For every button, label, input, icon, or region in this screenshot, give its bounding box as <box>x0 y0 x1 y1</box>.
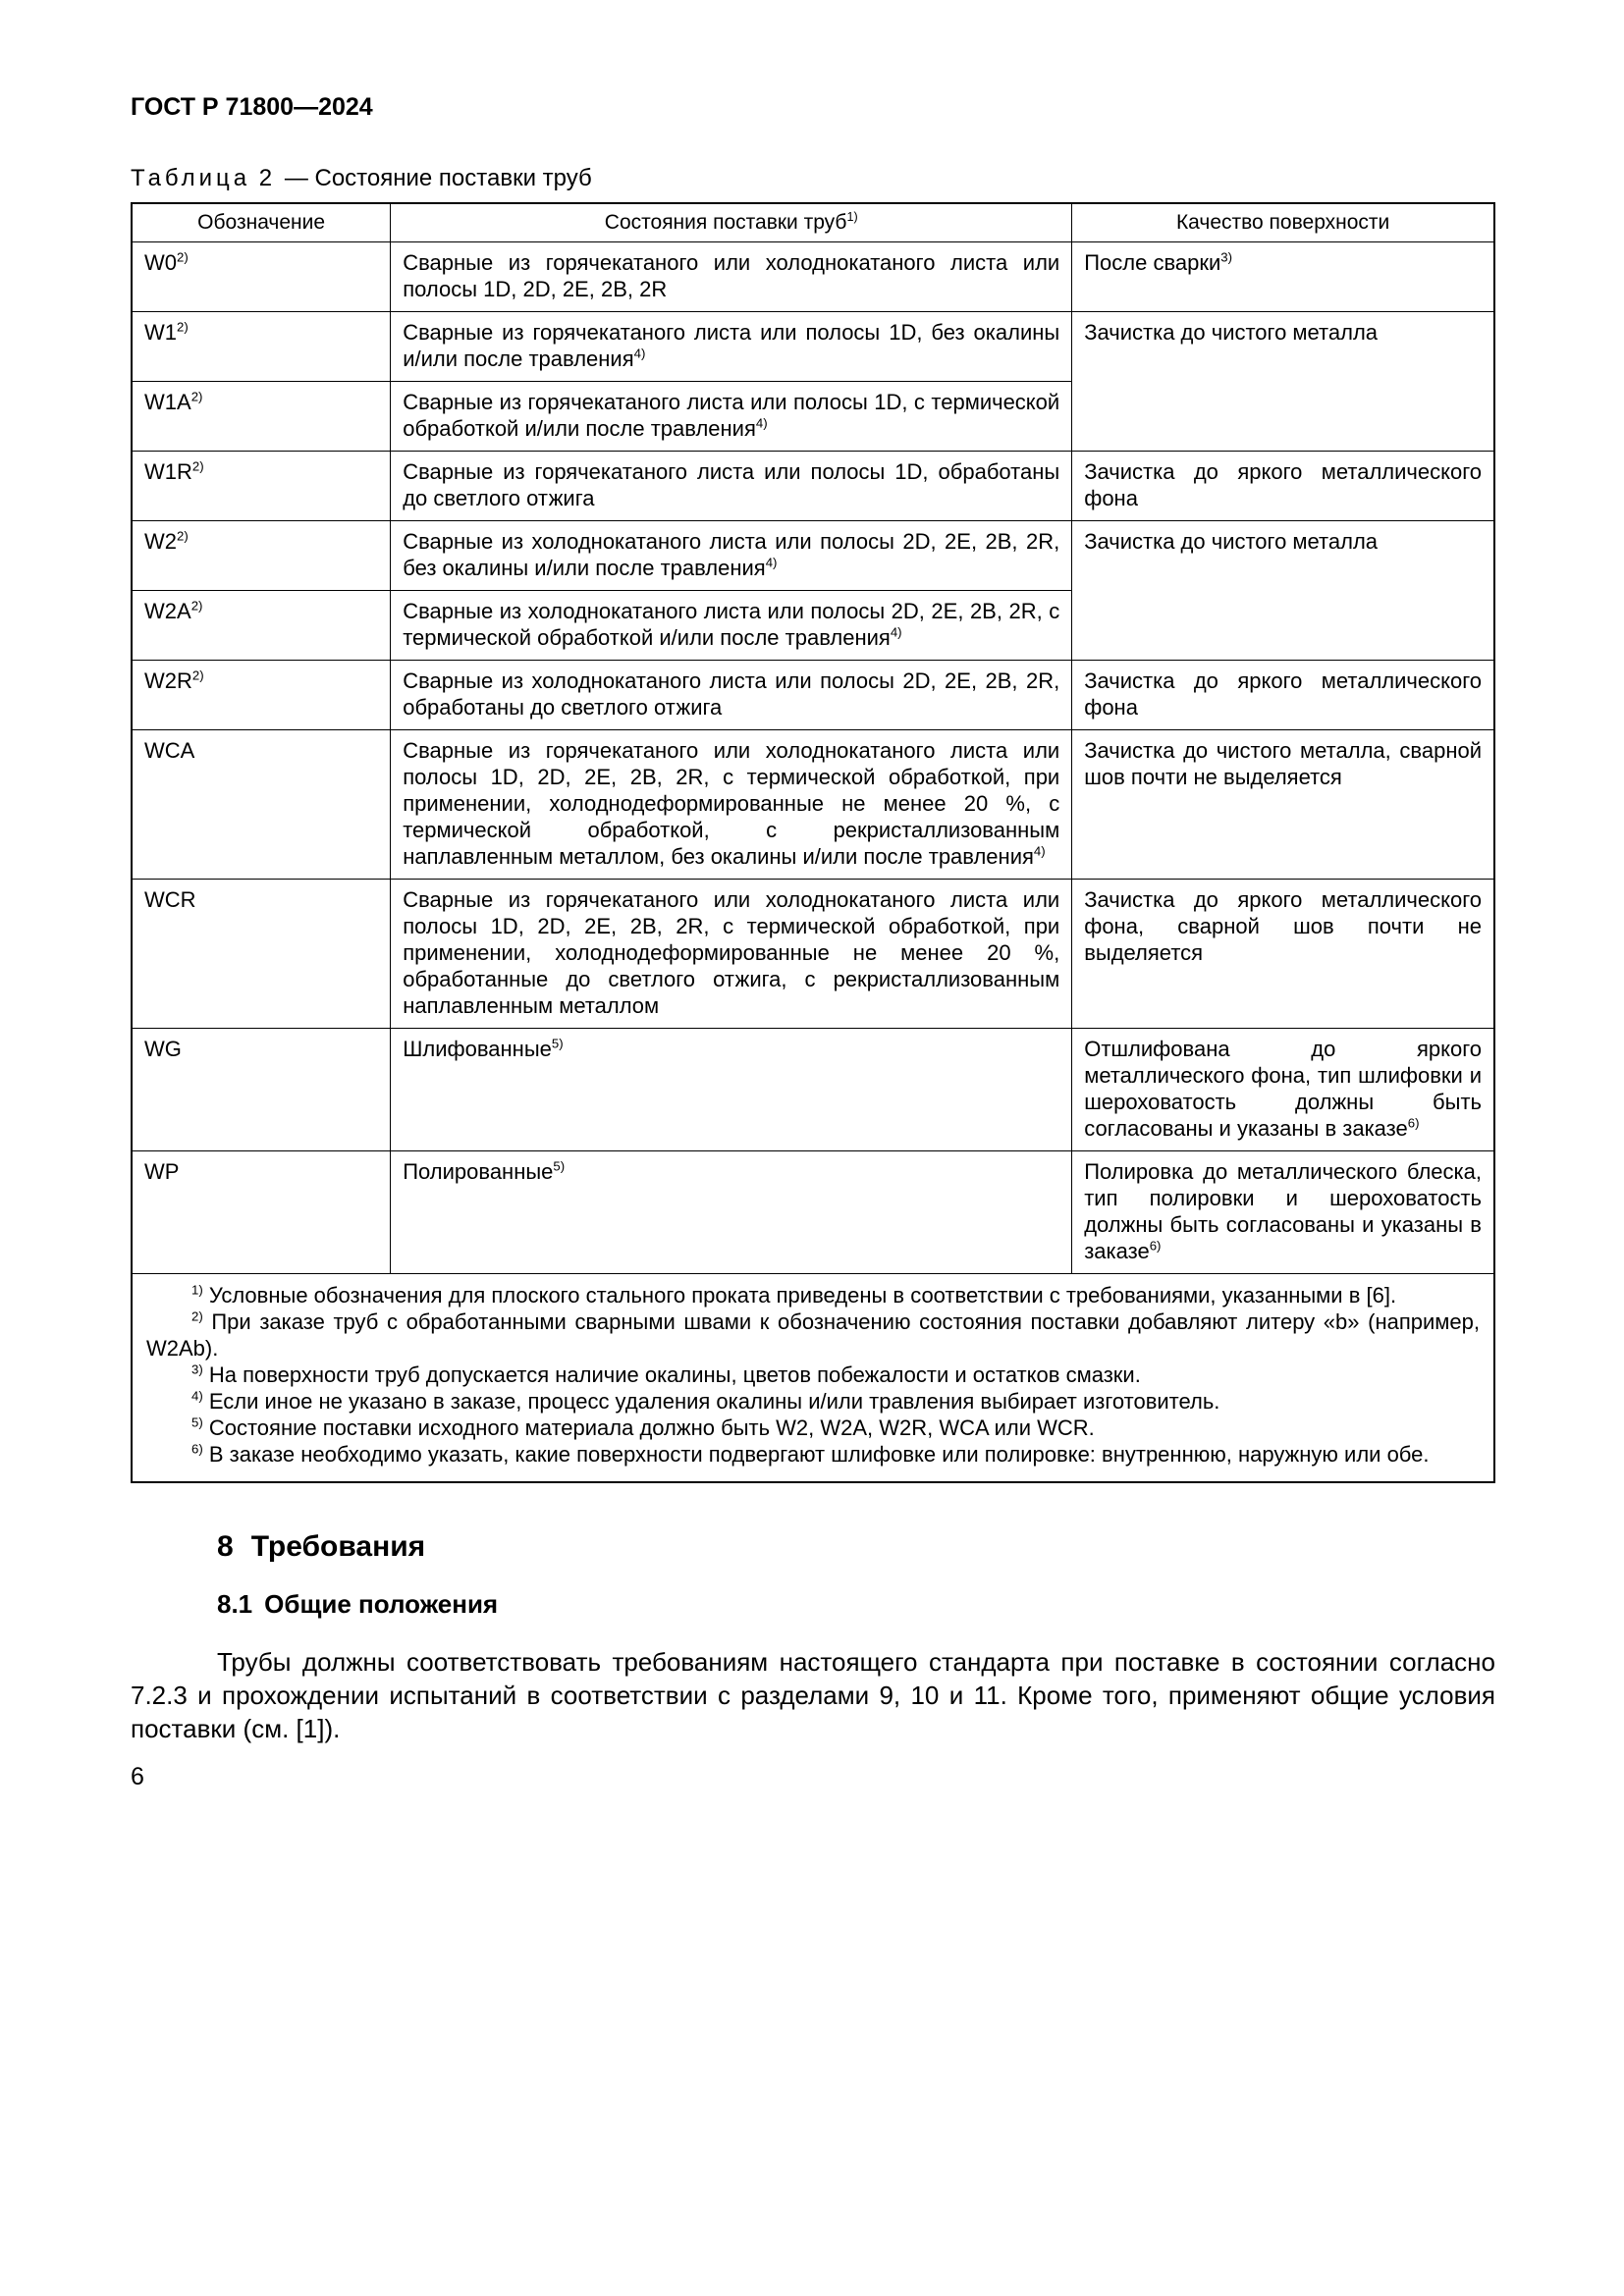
footnote-ref: 4) <box>755 415 768 431</box>
column-header-quality <box>1072 203 1494 242</box>
designation-cell: WCR <box>132 880 391 1029</box>
designation-cell: $W1R^{2)}$ <box>132 452 391 521</box>
condition-cell: Шлифованные$^{5)}$ <box>391 1029 1072 1151</box>
section-number: 8 <box>217 1530 234 1563</box>
table-footnotes-row <box>132 1274 1494 1483</box>
table-row <box>132 1151 1494 1274</box>
designation-cell: W1$^{2)}$ <box>132 312 391 382</box>
condition-cell: Сварные из холоднокатаного листа или полосы 2D, 2E, 2B, 2R, с термической обработкой и/или после травления$^{4)}$ <box>391 591 1072 661</box>
footnote-ref: 2) <box>190 389 203 404</box>
footnote-ref: 2) <box>177 249 189 265</box>
page-number: 6 <box>131 1763 144 1790</box>
column-header-label: Обозначение <box>197 211 326 234</box>
table-caption-number: 2 <box>258 165 273 191</box>
condition-cell: Сварные из горячекатаного или холоднокатаного листа или полосы 1D, 2D, 2E, 2B, 2R <box>391 242 1072 312</box>
designation-cell: $W2A^{2)}$ <box>132 591 391 661</box>
table-footnotes-cell <box>132 1274 1494 1483</box>
subsection-heading <box>217 1589 1495 1620</box>
subsection-number: 8.1 <box>217 1589 253 1619</box>
table-footnote: $^{1)}$ Условные обозначения для плоского стального проката приведены в соответствии с требованиями, указанными в [6]. <box>191 1282 1397 1308</box>
footnote-ref: 4) <box>890 624 902 640</box>
body-paragraph: Трубы должны соответствовать требованиям настоящего стандарта при поставке в состоянии согласно 7.2.3 и прохождении испытаний в соответствии с разделами 9, 10 и 11. Кроме того, применяют общие условия поставки (см. [1]). <box>131 1647 1495 1743</box>
column-header-condition <box>391 203 1072 242</box>
quality-cell: Зачистка до чистого металла, сварной шов почти не выделяется <box>1072 730 1494 880</box>
designation-cell: W2$^{2)}$ <box>132 521 391 591</box>
footnote-ref: 2) <box>191 667 204 683</box>
condition-cell: Полированные$^{5)}$ <box>391 1151 1072 1274</box>
footnote-ref: 6) <box>1407 1115 1420 1131</box>
condition-cell: Сварные из горячекатаного листа или полосы 1D, без окалины и/или после травления$^{4)}$ <box>391 312 1072 382</box>
column-header-label: Качество поверхности <box>1175 211 1390 234</box>
table-row <box>132 1029 1494 1151</box>
quality-cell: Полировка до металлического блеска, тип полировки и шероховатость должны быть согласованы и указаны в заказе$^{6)}$ <box>1072 1151 1494 1274</box>
footnote-ref: 4) <box>765 555 778 570</box>
footnote-ref: 5) <box>191 1415 203 1430</box>
table-footnote: $^{2)}$ При заказе труб с обработанными сварными швами к обозначению состояния поставки добавляют литеру «b» (например, W2Ab). <box>146 1308 1480 1361</box>
table-header-row <box>132 203 1494 242</box>
footnote-ref: 5) <box>553 1158 566 1174</box>
column-header-designation <box>132 203 391 242</box>
table-header <box>132 203 1494 242</box>
footnote-ref: 6) <box>191 1441 203 1457</box>
footnote-ref: 5) <box>551 1036 564 1051</box>
table-row <box>132 661 1494 730</box>
column-header-label: Состояния поставки труб <box>604 211 847 234</box>
designation-cell: WP <box>132 1151 391 1274</box>
footnote-ref: 2) <box>190 598 203 614</box>
table-row <box>132 730 1494 880</box>
footnote-ref: 4) <box>633 346 646 361</box>
table-body <box>132 242 1494 1483</box>
designation-cell: WG <box>132 1029 391 1151</box>
table-footnote: $^{4)}$ Если иное не указано в заказе, процесс удаления окалины и/или травления выбирает изготовитель. <box>191 1388 1220 1414</box>
table-caption-title: — Состояние поставки труб <box>284 165 592 191</box>
section-title: Требования <box>250 1530 426 1563</box>
quality-cell: После сварки$^{3)}$ <box>1072 242 1494 312</box>
table-caption <box>131 165 1495 192</box>
condition-cell: Сварные из холоднокатаного листа или полосы 2D, 2E, 2B, 2R, обработаны до светлого отжига <box>391 661 1072 730</box>
subsection-title: Общие положения <box>264 1589 499 1619</box>
condition-cell: Сварные из горячекатаного листа или полосы 1D, с термической обработкой и/или после травления$^{4)}$ <box>391 382 1072 452</box>
designation-cell: $W2R^{2)}$ <box>132 661 391 730</box>
table-row <box>132 521 1494 591</box>
footnote-ref: 2) <box>191 1308 203 1324</box>
document-header: ГОСТ Р 71800—2024 <box>131 93 373 121</box>
quality-cell: Зачистка до яркого металлического фона <box>1072 452 1494 521</box>
footnote-ref: 2) <box>177 319 189 335</box>
table-row <box>132 312 1494 382</box>
footnote-ref: 4) <box>191 1388 203 1404</box>
quality-cell: Отшлифована до яркого металлического фона, тип шлифовки и шероховатость должны быть согласованы и указаны в заказе$^{6)}$ <box>1072 1029 1494 1151</box>
quality-cell: Зачистка до чистого металла <box>1072 521 1494 661</box>
delivery-conditions-table <box>131 202 1495 1483</box>
footnote-ref: 1) <box>846 210 858 224</box>
footnote-ref: 3) <box>191 1362 203 1377</box>
table-footnote: $^{5)}$ Состояние поставки исходного материала должно быть W2, W2A, W2R, WCA или WCR. <box>191 1415 1095 1440</box>
footnote-ref: 2) <box>191 458 204 474</box>
condition-cell: Сварные из горячекатаного листа или полосы 1D, обработаны до светлого отжига <box>391 452 1072 521</box>
footnote-ref: 2) <box>177 528 189 544</box>
condition-cell: Сварные из горячекатаного или холоднокатаного листа или полосы 1D, 2D, 2E, 2B, 2R, с термической обработкой, при применении, холоднодеформированные не менее 20 %, с термической обработкой, с рекристаллизованным наплавленным металлом, без окалины и/или после травления$^{4)}$ <box>391 730 1072 880</box>
table-footnote: $^{3)}$ На поверхности труб допускается наличие окалины, цветов побежалости и остатков смазки. <box>191 1362 1141 1387</box>
footnote-ref: 4) <box>1033 843 1046 859</box>
quality-cell: Зачистка до чистого металла <box>1072 312 1494 452</box>
footnote-ref: 1) <box>191 1282 203 1298</box>
table-row <box>132 880 1494 1029</box>
designation-cell: W0$^{2)}$ <box>132 242 391 312</box>
table-caption-label: Таблица <box>131 165 251 191</box>
quality-cell: Зачистка до яркого металлического фона <box>1072 661 1494 730</box>
condition-cell: Сварные из холоднокатаного листа или полосы 2D, 2E, 2B, 2R, без окалины и/или после травления$^{4)}$ <box>391 521 1072 591</box>
condition-cell: Сварные из горячекатаного или холоднокатаного листа или полосы 1D, 2D, 2E, 2B, 2R, с термической обработкой, при применении, холоднодеформированные не менее 20 %, обработанные до светлого отжига, с рекристаллизованным наплавленным металлом <box>391 880 1072 1029</box>
footnote-ref: 6) <box>1149 1238 1162 1254</box>
designation-cell: $W1A^{2)}$ <box>132 382 391 452</box>
quality-cell: Зачистка до яркого металлического фона, сварной шов почти не выделяется <box>1072 880 1494 1029</box>
table-row <box>132 242 1494 312</box>
section-heading <box>217 1530 1495 1564</box>
designation-cell: WCA <box>132 730 391 880</box>
footnote-ref: 3) <box>1220 249 1233 265</box>
table-row <box>132 452 1494 521</box>
table-footnote: $^{6)}$ В заказе необходимо указать, какие поверхности подвергают шлифовке или полировке: внутреннюю, наружную или обе. <box>191 1441 1430 1467</box>
